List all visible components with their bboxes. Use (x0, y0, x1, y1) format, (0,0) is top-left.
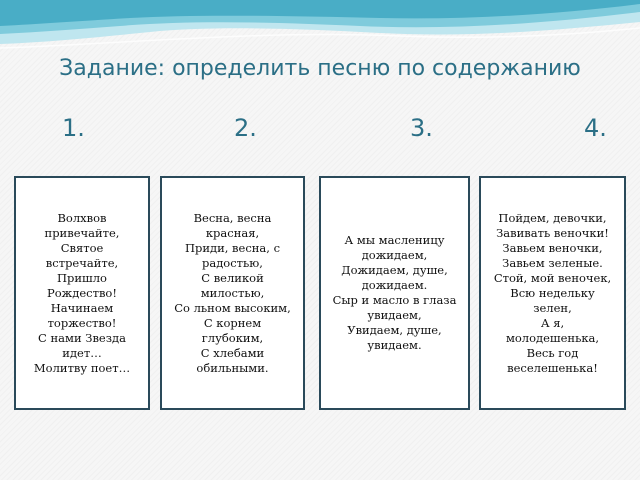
column-number-2: 2. (234, 114, 257, 142)
page-title: Задание: определить песню по содержанию (59, 56, 581, 81)
song-card-1 (14, 176, 150, 410)
song-lyrics-1: Волхвов привечайте, Святое встречайте, Пришло Рождество! Начинаем торжество! С нами Звезда идет… Молитву поет… (33, 210, 131, 375)
song-card-2 (160, 176, 305, 410)
column-number-4: 4. (584, 114, 607, 142)
song-card-3 (319, 176, 470, 410)
column-number-1: 1. (62, 114, 85, 142)
song-card-4 (479, 176, 626, 410)
header-wave-decoration (0, 0, 640, 60)
song-lyrics-3: А мы масленицу дожидаем, Дожидаем, душе, дожидаем. Сыр и масло в глаза увидаем, Увидаем, душе, увидаем. (332, 233, 457, 352)
song-lyrics-2: Весна, весна красная, Приди, весна, с радостью, С великой милостью, Со льном высоким, С корнем глубоким, С хлебами обильными. (174, 210, 291, 375)
song-lyrics-4: Пойдем, девочки, Завивать веночки! Завьем веночки, Завьем зеленые. Стой, мой веночек, Всю недельку зелен, А я, молодешенька, Весь год веселешенька! (493, 210, 612, 375)
column-number-3: 3. (410, 114, 433, 142)
